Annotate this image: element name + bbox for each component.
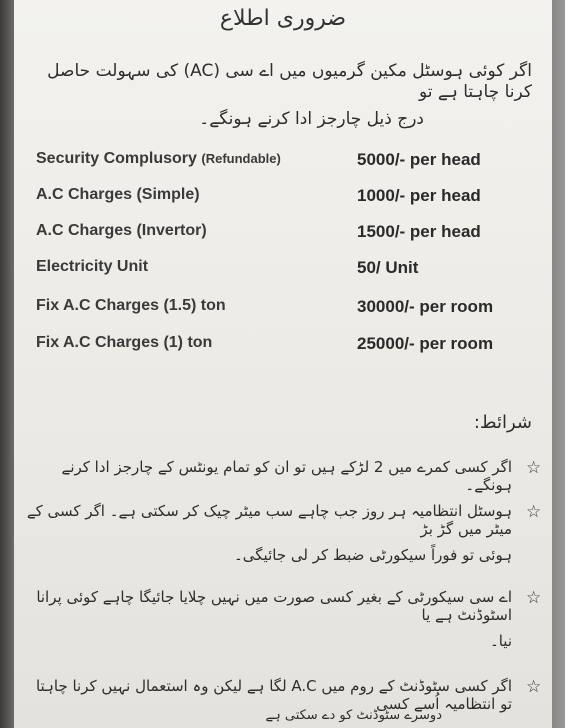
notice-title: ضروری اطلاع (219, 6, 347, 31)
charge-row-fix-1-ton (36, 334, 536, 364)
star-bullet-icon: ☆ (526, 458, 542, 478)
charge-value: 1500/- per head (357, 222, 481, 241)
condition-item: اگر کسی کمرے میں 2 لڑکے ہیں تو ان کو تمام یونٹس کے چارجز ادا کرنے ہونگے۔ (61, 458, 512, 494)
charge-value: 50/ Unit (357, 258, 419, 277)
charge-value: 1000/- per head (357, 186, 481, 205)
charge-label: A.C Charges (Invertor) (36, 222, 207, 239)
condition-item: اے سی سیکورٹی کے بغیر کسی صورت میں نہیں چلایا جائیگا چاہے کوئی پرانا اسٹوڈنٹ ہے یا (36, 588, 512, 624)
charge-row-electricity (36, 258, 536, 288)
notice-paper (14, 0, 552, 728)
charge-label: Security Complusory (Refundable) (36, 150, 281, 167)
intro-line-2: درج ذیل چارجز ادا کرنے ہونگے۔ (199, 109, 424, 129)
condition-item-continued: دوسرے سٹوڈنٹ کو دے سکتی ہے (265, 708, 442, 723)
condition-item-continued: ہوئی تو فوراً سیکورٹی ضبط کر لی جائیگی۔ (233, 546, 512, 564)
charge-label: Fix A.C Charges (1) ton (36, 334, 213, 351)
condition-item: اگر کسی سٹوڈنٹ کے روم میں A.C لگا ہے لیکن وہ استعمال نہیں کرنا چاہتا تو انتظامیہ اُسے کسی (35, 677, 512, 713)
charge-label: A.C Charges (Simple) (36, 186, 200, 203)
charge-row-fix-1-5-ton (36, 297, 536, 327)
photo-edge-right (552, 0, 565, 728)
star-bullet-icon: ☆ (526, 588, 542, 608)
condition-item-continued: نیا۔ (489, 632, 512, 650)
star-bullet-icon: ☆ (526, 502, 542, 522)
charge-label: Electricity Unit (36, 258, 149, 275)
charge-row-ac-simple (36, 186, 536, 216)
charge-value: 5000/- per head (357, 150, 481, 169)
conditions-heading: شرائط: (473, 412, 532, 433)
charge-note: (Refundable) (201, 151, 281, 166)
star-bullet-icon: ☆ (526, 677, 542, 697)
charge-label: Fix A.C Charges (1.5) ton (36, 297, 226, 314)
charge-row-ac-invertor (36, 222, 536, 252)
photo-edge-left (0, 0, 14, 728)
charge-row-security (36, 150, 536, 180)
intro-line-1: اگر کوئی ہوسٹل مکین گرمیوں میں اے سی (AC) کی سہولت حاصل کرنا چاہتا ہے تو (47, 61, 532, 102)
charge-value: 25000/- per room (357, 334, 494, 353)
condition-item: ہوسٹل انتظامیہ ہر روز جب چاہے سب میٹر چیک کر سکتی ہے۔ اگر کسی کے میٹر میں گڑ بڑ (26, 502, 512, 538)
charge-value: 30000/- per room (357, 297, 494, 316)
